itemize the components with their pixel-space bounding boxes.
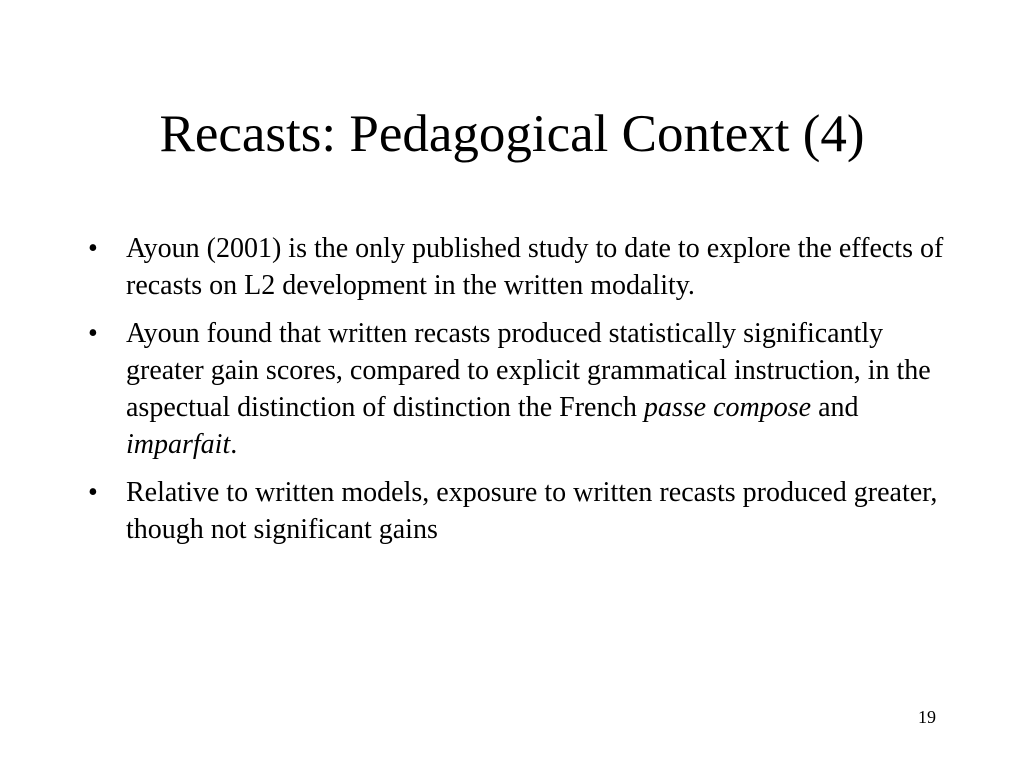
bullet-text-middle: and xyxy=(811,392,859,423)
bullet-text: Relative to written models, exposure to written recasts produced greater, though not significant gains xyxy=(126,477,938,545)
bullet-list xyxy=(88,230,948,559)
bullet-item-3 xyxy=(88,474,948,548)
bullet-marker: • xyxy=(88,477,98,508)
page-number: 19 xyxy=(918,707,936,727)
bullet-item-2 xyxy=(88,315,948,463)
italic-term-passe-compose: passe compose xyxy=(643,392,812,423)
italic-term-imparfait: imparfait xyxy=(126,429,231,460)
bullet-text: Ayoun (2001) is the only published study to date to explore the effects of recasts on L2 development in the written modality. xyxy=(126,233,944,301)
bullet-marker: • xyxy=(88,318,98,349)
bullet-text xyxy=(126,318,931,460)
bullet-marker: • xyxy=(88,233,98,264)
bullet-text-end: . xyxy=(230,429,238,460)
slide-title: Recasts: Pedagogical Context (4) xyxy=(159,105,865,163)
bullet-text-start: Ayoun found that written recasts produced statistically significantly greater gain scores, compared to explicit grammatical instruction, in the aspectual distinction of distinction the French xyxy=(126,318,931,423)
bullet-item-1 xyxy=(88,230,948,304)
